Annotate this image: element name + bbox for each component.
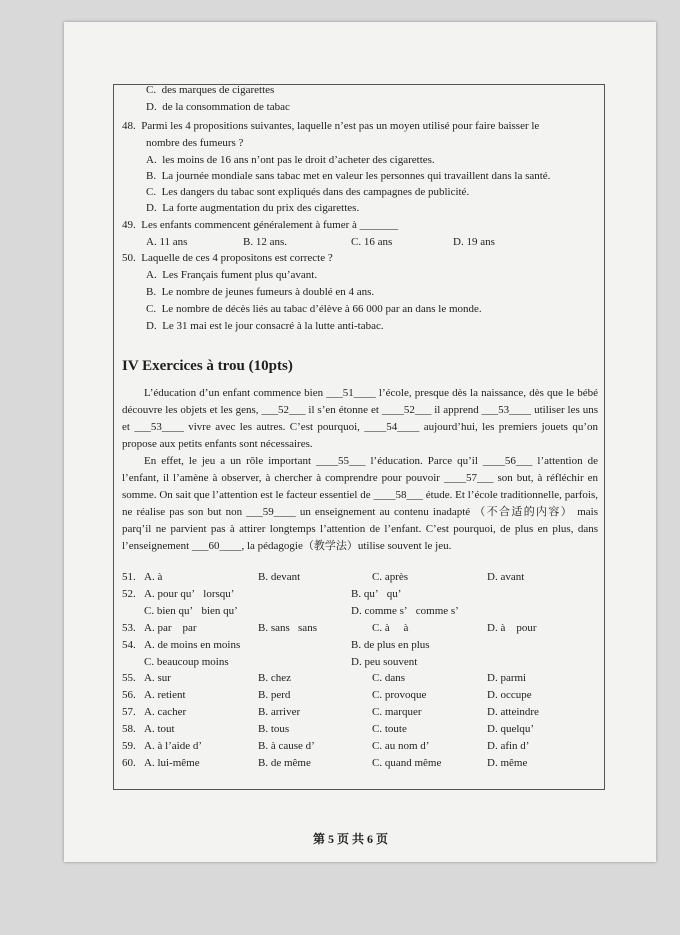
cloze-paragraph-2: En effet, le jeu a un rôle important ____55___ l’éducation. Parce qu’il ____56___ l’attention de l’enfant, il l’amène à observer, à chercher à comprendre pour pouvoir ____57___ son but, à réfléchir en somme. On sait que l’attention est le facteur essentiel de ____58___ étude. Et l’école traditionnelle, parfois, ne réalise pas son but non ___59____ un enseignement au contenu inadapté （不合适的内容） mais parq’il ne parvient pas à attirer longtemps l’attention de l’enfant. C’est pourquoi, de plus en plus, dans l’enseignement ___60____, la pédagogie（教学法）utilise souvent le jeu.: [122, 455, 598, 552]
q48-option-a: A. les moins de 16 ans n’ont pas le droit d’acheter des cigarettes.: [146, 154, 435, 166]
q48-option-c: C. Les dangers du tabac sont expliqués dans des campagnes de publicité.: [146, 186, 470, 198]
q49-stem: 49. Les enfants commencent généralement à fumer à _______: [122, 219, 399, 231]
answer-number: 54.: [122, 638, 136, 651]
answer-option-b: B. chez: [258, 672, 291, 685]
q48-option-d: D. La forte augmentation du prix des cigarettes.: [146, 202, 360, 214]
answer-option-a: C. bien qu’ bien qu’: [144, 604, 238, 617]
answer-option-a: A. lui-même: [144, 756, 200, 769]
answer-option-d: D. occupe: [487, 689, 532, 702]
answer-option-b: B. de même: [258, 756, 311, 769]
answer-option-a: A. à l’aide d’: [144, 740, 203, 752]
answer-option-b: B. à cause d’: [258, 740, 315, 752]
answer-option-c: B. qu’ qu’: [351, 587, 402, 600]
answer-option-a: A. à: [144, 571, 163, 583]
answer-option-b: B. sans sans: [258, 621, 317, 634]
answer-number: 59.: [122, 740, 136, 752]
answer-option-a: A. de moins en moins: [144, 638, 241, 651]
answer-option-c: D. peu souvent: [351, 655, 418, 668]
q48-stem-cont: nombre des fumeurs ?: [146, 137, 244, 149]
section-title: IV Exercices à trou (10pts): [122, 358, 293, 374]
answer-option-b: B. tous: [258, 723, 290, 736]
answer-option-d: D. à pour: [487, 621, 537, 634]
answer-option-d: D. atteindre: [487, 706, 539, 719]
answer-number: 56.: [122, 689, 136, 702]
answer-option-a: A. cacher: [144, 706, 187, 719]
answer-option-a: A. sur: [144, 672, 171, 685]
answer-option-c: C. dans: [372, 672, 405, 685]
answer-number: 55.: [122, 672, 136, 685]
q50-option-d: D. Le 31 mai est le jour consacré à la lutte anti-tabac.: [146, 320, 384, 332]
answer-option-d: D. quelqu’: [487, 723, 535, 736]
q47-option-c: C. des marques de cigarettes: [146, 84, 275, 96]
answer-option-a: A. par par: [144, 621, 197, 634]
cloze-passage: [122, 385, 598, 555]
answer-number: 57.: [122, 706, 136, 719]
answer-number: 58.: [122, 723, 136, 736]
q48-option-b: B. La journée mondiale sans tabac met en valeur les personnes qui travaillent dans la santé.: [146, 170, 551, 182]
answer-option-c: C. provoque: [372, 689, 427, 702]
q47-option-d: D. de la consommation de tabac: [146, 101, 290, 113]
answer-option-d: D. même: [487, 756, 528, 769]
answer-option-a: A. retient: [144, 689, 186, 702]
answer-option-c: C. quand même: [372, 756, 442, 769]
q50-stem: 50. Laquelle de ces 4 propositons est correcte ?: [122, 252, 333, 264]
answer-option-a: A. tout: [144, 723, 175, 736]
page-number: 第 5 页 共 6 页: [313, 832, 389, 846]
answer-option-c: C. au nom d’: [372, 740, 430, 752]
answer-option-c: B. de plus en plus: [351, 638, 430, 651]
answer-option-c: C. à à: [372, 621, 409, 634]
q50-option-b: B. Le nombre de jeunes fumeurs à doublé en 4 ans.: [146, 286, 375, 298]
q49-option-c: C. 16 ans: [351, 236, 393, 248]
answer-option-c: D. comme s’ comme s’: [351, 604, 459, 617]
answer-option-a: A. pour qu’ lorsqu’: [144, 587, 235, 600]
answer-option-b: B. perd: [258, 689, 291, 702]
answer-number: 52.: [122, 587, 136, 600]
q50-option-c: C. Le nombre de décès liés au tabac d’élève à 66 000 par an dans le monde.: [146, 303, 482, 315]
answer-option-a: C. beaucoup moins: [144, 655, 229, 668]
answer-option-d: D. avant: [487, 571, 525, 583]
answer-number: 51.: [122, 571, 136, 583]
q48-stem: 48. Parmi les 4 propositions suivantes, laquelle n’est pas un moyen utilisé pour faire baisser le: [122, 120, 540, 132]
q49-option-b: B. 12 ans.: [243, 236, 287, 248]
q49-option-d: D. 19 ans: [453, 236, 495, 248]
cloze-paragraph-1: L’éducation d’un enfant commence bien ___51____ l’école, presque dès la naissance, dès que le bébé découvre les objets et les gens, ___52___ il s’en étonne et ____52___ il apprend ___53____ utiliser les uns et ___53____ vivre avec les autres. C’est pourquoi, ____54____ aujourd’hui, les premiers jouets qu’on propose aux petits enfants sont nécessaires.: [122, 387, 598, 450]
q49-option-a: A. 11 ans: [146, 236, 188, 248]
q50-option-a: A. Les Français fument plus qu’avant.: [146, 269, 318, 281]
answer-option-d: D. afin d’: [487, 740, 530, 752]
answer-option-b: B. devant: [258, 571, 301, 583]
answer-number: 60.: [122, 756, 136, 769]
answer-option-c: C. marquer: [372, 706, 422, 719]
answer-option-c: C. toute: [372, 723, 407, 736]
answer-option-b: B. arriver: [258, 706, 301, 719]
answer-option-c: C. après: [372, 571, 409, 583]
answer-option-d: D. parmi: [487, 672, 527, 685]
answer-number: 53.: [122, 621, 136, 634]
